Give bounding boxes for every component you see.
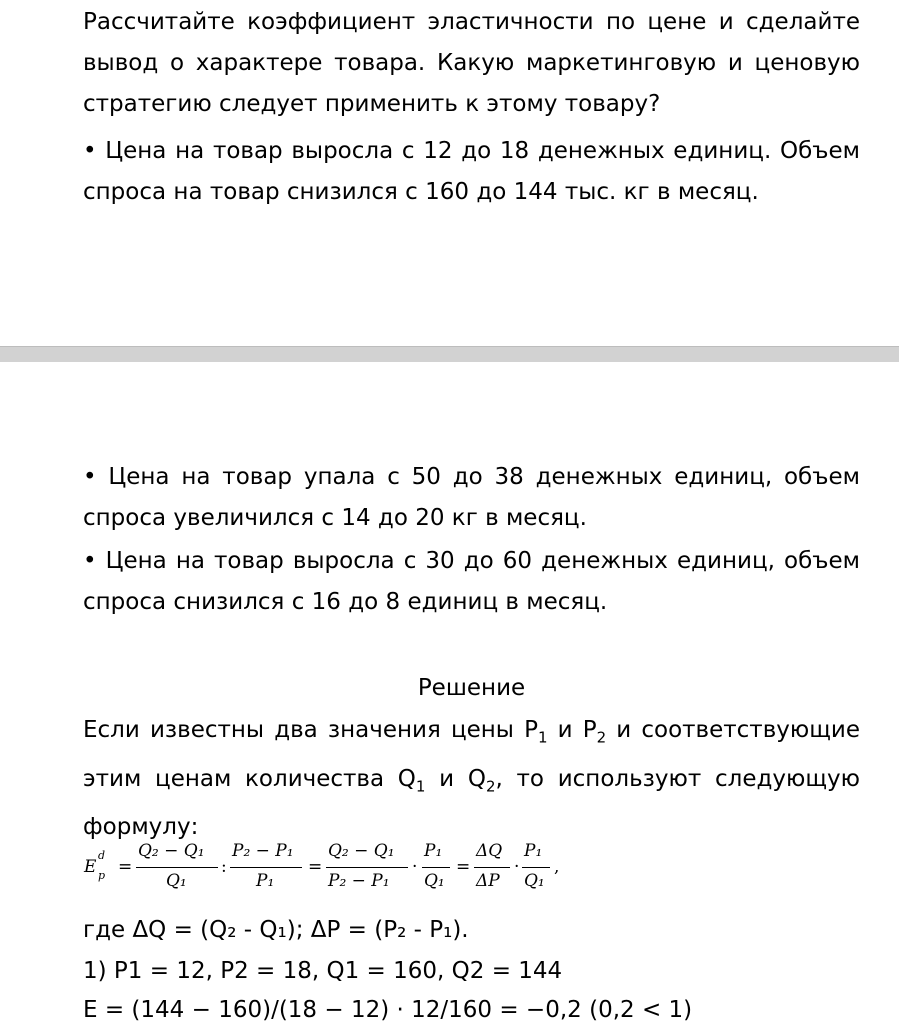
formula-e: E xyxy=(84,857,97,877)
page-gap xyxy=(0,346,899,363)
solution-title: Решение xyxy=(417,675,526,701)
formula-colon: : xyxy=(221,857,227,877)
bullet-3: • Цена на товар выросла с 30 до 60 денежных единиц, объем спроса снизился с 16 до 8 единиц в месяц. xyxy=(83,548,860,615)
f2-den: P₁ xyxy=(256,871,275,891)
intro-text: Если известны два значения цены $P_1$ и $P_2$ и соответствующие этим ценам количества $Q_1$ и $Q_2$, то используют следующую формулу: xyxy=(83,717,860,841)
f6-bar xyxy=(522,867,550,868)
task-text: Рассчитайте коэффициент эластичности по цене и сделайте вывод о характере товара. Какую маркетинговую и ценовую стратегию следует применить к этому товару? xyxy=(83,9,860,117)
f4-den: Q₁ xyxy=(424,871,445,891)
formula-dot-2: · xyxy=(514,857,520,877)
where-line: где ΔQ = (Q₂ - Q₁); ΔP = (P₂ - P₁). xyxy=(83,917,469,943)
f3-num: Q₂ − Q₁ xyxy=(328,841,395,861)
formula-comma: , xyxy=(554,857,560,877)
formula-e-sub: p xyxy=(98,869,106,882)
formula-eq-1: = xyxy=(118,857,133,877)
f1-num: Q₂ − Q₁ xyxy=(138,841,205,861)
f3-den: P₂ − P₁ xyxy=(328,871,390,891)
f6-num: P₁ xyxy=(524,841,543,861)
f5-num: ΔQ xyxy=(476,841,503,861)
f6-den: Q₁ xyxy=(524,871,545,891)
cutoff-text: E = (144 − 160)/(18 − 12) · 12/160 = −0,2 (0,2 < 1) xyxy=(83,997,693,1023)
f2-num: P₂ − P₁ xyxy=(232,841,294,861)
f5-bar xyxy=(474,867,510,868)
f4-bar xyxy=(422,867,450,868)
f3-bar xyxy=(326,867,408,868)
bullet-1: • Цена на товар выросла с 12 до 18 денежных единиц. Объем спроса на товар снизился с 160 до 144 тыс. кг в месяц. xyxy=(83,138,860,205)
elasticity-formula xyxy=(84,837,584,907)
page-1 xyxy=(0,0,899,346)
f4-num: P₁ xyxy=(424,841,443,861)
f1-den: Q₁ xyxy=(166,871,187,891)
cutoff-line xyxy=(83,990,783,1023)
formula-eq-2: = xyxy=(308,857,323,877)
f5-den: ΔP xyxy=(476,871,500,891)
formula-e-sup: d xyxy=(98,849,106,862)
f1-bar xyxy=(136,867,218,868)
formula-dot-1: · xyxy=(412,857,418,877)
bullet-2: • Цена на товар упала с 50 до 38 денежных единиц, объем спроса увеличился с 14 до 20 кг в месяц. xyxy=(83,464,860,531)
page-2 xyxy=(0,362,899,1023)
f2-bar xyxy=(230,867,302,868)
case-1-line: 1) P1 = 12, P2 = 18, Q1 = 160, Q2 = 144 xyxy=(83,958,563,984)
formula-eq-3: = xyxy=(456,857,471,877)
